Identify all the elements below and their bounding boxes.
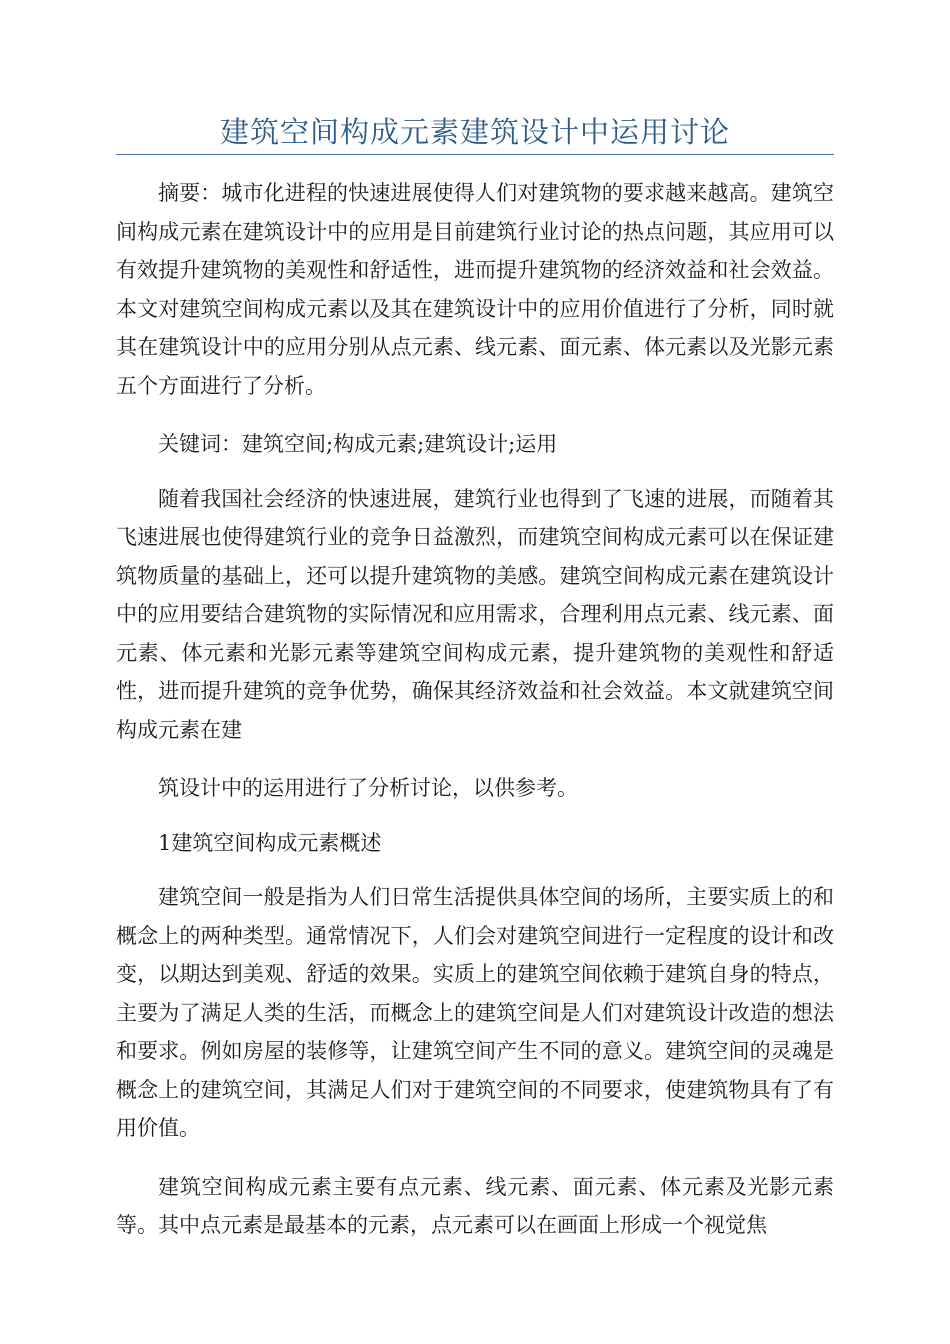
intro-paragraph: 随着我国社会经济的快速进展，建筑行业也得到了飞速的进展，而随着其飞速进展也使得建筑行业的竞争日益激烈，而建筑空间构成元素可以在保证建筑物质量的基础上，还可以提升建筑物的美感。建筑空间构成元素在建筑设计中的应用要结合建筑物的实际情况和应用需求，合理利用点元素、线元素、面元素、体元素和光影元素等建筑空间构成元素，提升建筑物的美观性和舒适性，进而提升建筑的竞争优势，确保其经济效益和社会效益。本文就建筑空间构成元素在建 xyxy=(116,486,834,742)
document-title: 建筑空间构成元素建筑设计中运用讨论 xyxy=(219,115,730,149)
section-heading: 1建筑空间构成元素概述 xyxy=(158,830,382,855)
abstract-paragraph: 摘要：城市化进程的快速进展使得人们对建筑物的要求越来越高。建筑空间构成元素在建筑设计中的应用是目前建筑行业讨论的热点问题，其应用可以有效提升建筑物的美观性和舒适性，进而提升建筑物的经济效益和社会效益。本文对建筑空间构成元素以及其在建筑设计中的应用价值进行了分析，同时就其在建筑设计中的应用分别从点元素、线元素、面元素、体元素以及光影元素五个方面进行了分析。 xyxy=(116,181,834,398)
body-paragraph: 建筑空间构成元素主要有点元素、线元素、面元素、体元素及光影元素等。其中点元素是最基本的元素，点元素可以在画面上形成一个视觉焦 xyxy=(116,1174,834,1237)
title-underline xyxy=(116,154,834,155)
intro-continuation-paragraph: 筑设计中的运用进行了分析讨论，以供参考。 xyxy=(158,776,578,800)
document-body xyxy=(116,174,834,1265)
body-paragraph: 建筑空间一般是指为人们日常生活提供具体空间的场所，主要实质上的和概念上的两种类型。通常情况下，人们会对建筑空间进行一定程度的设计和改变，以期达到美观、舒适的效果。实质上的建筑空间依赖于建筑自身的特点，主要为了满足人类的生活，而概念上的建筑空间是人们对建筑设计改造的想法和要求。例如房屋的装修等，让建筑空间产生不同的意义。建筑空间的灵魂是概念上的建筑空间，其满足人们对于建筑空间的不同要求，使建筑物具有了有用价值。 xyxy=(116,885,834,1140)
keywords-paragraph: 关键词：建筑空间;构成元素;建筑设计;运用 xyxy=(158,432,558,456)
